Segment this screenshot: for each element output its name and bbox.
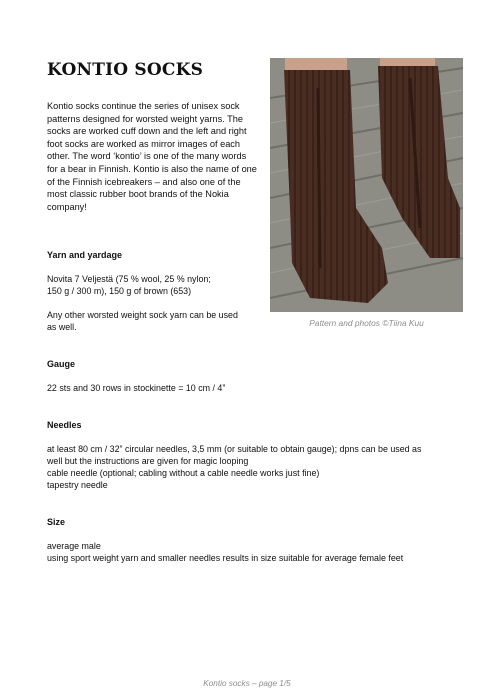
photo-caption: Pattern and photos ©Tiina Kuu	[309, 318, 424, 328]
gauge-text: 22 sts and 30 rows in stockinette = 10 cm / 4”	[47, 383, 226, 393]
needles-line-2: well but the instructions are given for magic looping	[47, 456, 249, 466]
yarn-line-2: 150 g / 300 m), 150 g of brown (653)	[47, 286, 192, 296]
page-title: KONTIO SOCKS	[47, 60, 204, 80]
gauge-heading: Gauge	[47, 359, 76, 369]
page-footer: Kontio socks – page 1/5	[203, 679, 291, 688]
yarn-line-1: Novita 7 Veljestä (75 % wool, 25 % nylon;	[47, 274, 211, 284]
size-line-1: average male	[47, 541, 101, 551]
needles-heading: Needles	[47, 420, 82, 430]
intro-paragraph: Kontio socks continue the series of unisex sock patterns designed for worsted weight yarns. The socks are worked cuff down and the left and right foot socks are worked as mirror images of each other. The word ‘kontio’ is one of the many words for a bear in Finnish. Kontio is also the name of one of the Finnish icebreakers – and also one of the most classic rubber boot brands of the Nokia company!	[47, 101, 257, 212]
yarn-alt-line-1: Any other worsted weight sock yarn can be used	[47, 310, 238, 320]
yarn-alt-line-2: as well.	[47, 322, 77, 332]
needles-line-1: at least 80 cm / 32” circular needles, 3,5 mm (or suitable to obtain gauge); dpns can be used as	[47, 444, 422, 454]
yarn-heading: Yarn and yardage	[47, 250, 123, 260]
needles-line-3: cable needle (optional; cabling without a cable needle works just fine)	[47, 468, 320, 478]
size-line-2: using sport weight yarn and smaller needles results in size suitable for average female feet	[47, 553, 404, 563]
size-heading: Size	[47, 517, 66, 527]
needles-line-4: tapestry needle	[47, 480, 108, 490]
